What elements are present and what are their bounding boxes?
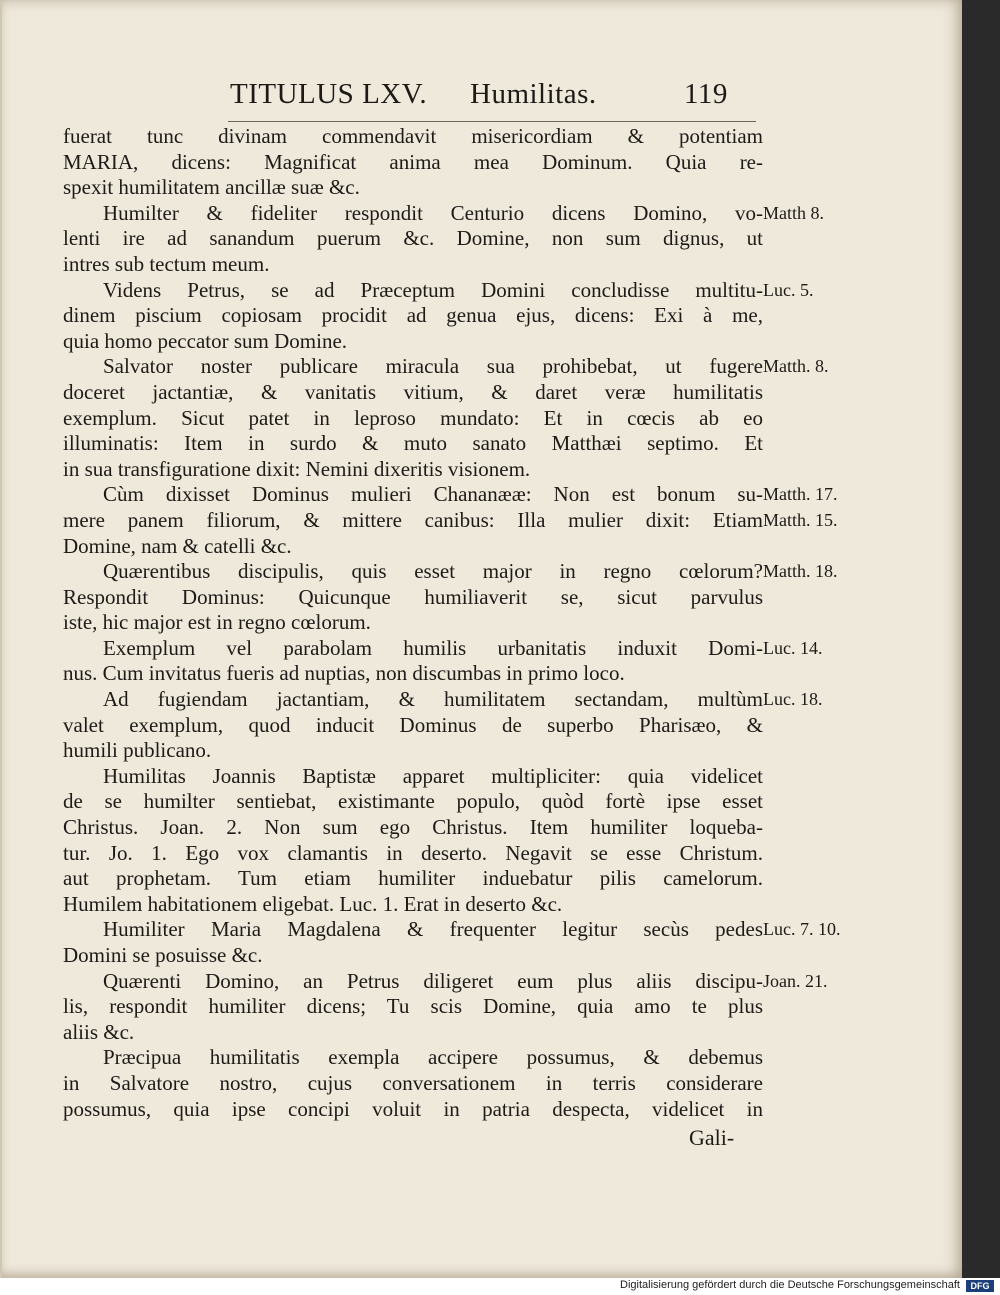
running-head [230,78,750,118]
text-line-content: Domini se posuisse &c. [63,943,263,967]
text-line-content: Humilter & fideliter respondit Centurio dicens Domino, vo- [103,200,763,225]
text-line-content: intres sub tectum meum. [63,251,270,276]
text-line [63,789,763,815]
margin-reference: Joan. 21. [763,970,828,991]
text-line [63,457,763,483]
text-line [63,1071,763,1097]
text-line [63,764,763,790]
text-line [63,329,763,355]
text-line-content: lis, respondit humiliter dicens; Tu scis Domine, quia amo te plus [63,994,763,1019]
text-line-content: doceret jactantiæ, & vanitatis vitium, & daret veræ humilitatis [63,379,763,404]
text-line-content: Præcipua humilitatis exempla accipere possumus, & debemus [103,1045,763,1070]
text-line-content: tur. Jo. 1. Ego vox clamantis in deserto. Negavit se esse Christum. [63,840,763,865]
text-line-content: mere panem filiorum, & mittere canibus: Illa mulier dixit: Etiam [63,507,763,532]
text-line-content: possumus, quia ipse concipi voluit in patria despecta, videlicet in [63,1096,763,1121]
text-line [63,431,763,457]
text-line-content: Quærentibus discipulis, quis esset major in regno cœlorum? [103,559,763,584]
footer-credit: Digitalisierung gefördert durch die Deutsche Forschungsgemeinschaft [620,1279,960,1291]
text-line-content: aut prophetam. Tum etiam humiliter induebatur pilis camelorum. [63,866,763,891]
text-line [63,585,763,611]
text-line [63,841,763,867]
text-line-content: valet exemplum, quod inducit Dominus de superbo Pharisæo, & [63,712,763,737]
text-line-content: quia homo peccator sum Domine. [63,328,348,353]
text-line-content: aliis &c. [63,1019,135,1044]
text-line [63,866,763,892]
catchword: Gali- [689,1125,735,1150]
text-line [63,610,763,636]
text-line-content: in sua transfiguratione dixit: Nemini dixeritis visionem. [63,456,531,481]
text-line [63,1020,763,1046]
text-line-content: lenti ire ad sanandum puerum &c. Domine, non sum dignus, ut [63,226,763,251]
margin-reference: Matth. 15. [763,509,838,530]
text-line [63,252,763,278]
text-line [63,943,763,969]
margin-reference: Matth. 8. [763,356,829,377]
body-text [63,124,841,1122]
text-line-content: Christus. Joan. 2. Non sum ego Christus. Item humiliter loqueba- [63,815,763,840]
margin-reference: Luc. 7. 10. [763,919,841,940]
text-line-content: illuminatis: Item in surdo & muto sanato Matthæi septimo. Et [63,431,763,456]
text-line [63,559,838,585]
margin-reference: Luc. 5. [763,279,814,300]
text-line [63,635,823,662]
text-line [63,994,763,1020]
text-line-content: Salvator noster publicare miracula sua prohibebat, ut fugere [103,354,763,379]
text-line [63,226,763,252]
margin-reference: Luc. 14. [763,637,823,658]
text-line-content: nus. Cum invitatus fueris ad nuptias, non discumbas in primo loco. [63,661,625,686]
text-line [63,380,763,406]
running-head-subject: Humilitas. [470,78,597,110]
text-line [63,815,763,841]
text-line-content: Ad fugiendam jactantiam, & humilitatem sectandam, multùm [103,687,763,712]
margin-reference: Matth. 18. [763,561,838,582]
text-line-content: spexit humilitatem ancillæ suæ &c. [63,175,360,200]
text-line [63,534,763,560]
text-line-content: Domine, nam & catelli &c. [63,533,292,558]
text-line-content: de se humilter sentiebat, existimante populo, quòd fortè ipse esset [63,789,763,814]
text-line-content: Respondit Dominus: Quicunque humiliaverit se, sicut parvulus [63,584,763,609]
text-line [63,917,841,943]
text-line [63,175,763,201]
text-line [63,354,829,380]
text-line-content: Quærenti Domino, an Petrus diligeret eum plus aliis discipu- [103,968,763,993]
text-line [63,1097,763,1123]
dfg-logo: DFG [966,1280,994,1292]
text-line-content: iste, hic major est in regno cœlorum. [63,610,371,635]
margin-reference: Luc. 18. [763,689,823,710]
running-head-title: TITULUS LXV. [230,78,428,110]
text-line-content: Exemplum vel parabolam humilis urbanitatis induxit Domi- [103,635,763,660]
text-line-content: in Salvatore nostro, cujus conversationem in terris considerare [63,1070,763,1095]
text-line [63,1045,763,1071]
text-line-content: Humiliter Maria Magdalena & frequenter legitur secùs pedes [103,917,763,942]
text-line [63,150,763,176]
text-line [63,968,828,995]
text-line [63,507,838,534]
text-line [63,124,763,150]
text-line [63,713,763,739]
text-line-content: Humilem habitationem eligebat. Luc. 1. Erat in deserto &c. [63,891,563,916]
text-line-content: Videns Petrus, se ad Præceptum Domini concludisse multitu- [103,277,763,302]
text-line-content: dinem piscium copiosam procidit ad genua ejus, dicens: Exi à me, [63,303,763,328]
text-line-content: fuerat tunc divinam commendavit misericordiam & potentiam [63,124,763,148]
text-line [63,738,763,764]
text-line [63,303,763,329]
text-line [63,406,763,432]
text-line [63,892,763,918]
text-line [63,482,838,508]
margin-reference: Matth 8. [763,202,824,223]
text-line-content: Humilitas Joannis Baptistæ apparet multipliciter: quia videlicet [103,763,763,788]
header-rule [228,121,756,122]
text-line [63,687,823,713]
text-line-content: humili publicano. [63,738,212,763]
text-line [63,277,814,304]
text-line [63,661,763,687]
margin-reference: Matth. 17. [763,484,838,505]
text-line-content: exemplum. Sicut patet in leproso mundato: Et in cœcis ab eo [63,405,763,430]
text-line-content: Cùm dixisset Dominus mulieri Chananææ: Non est bonum su- [103,482,763,507]
page-number: 119 [684,78,728,110]
text-line-content: MARIA, dicens: Magnificat anima mea Dominum. Quia re- [63,149,763,174]
text-line [63,200,824,227]
page-edge [0,0,2,1278]
